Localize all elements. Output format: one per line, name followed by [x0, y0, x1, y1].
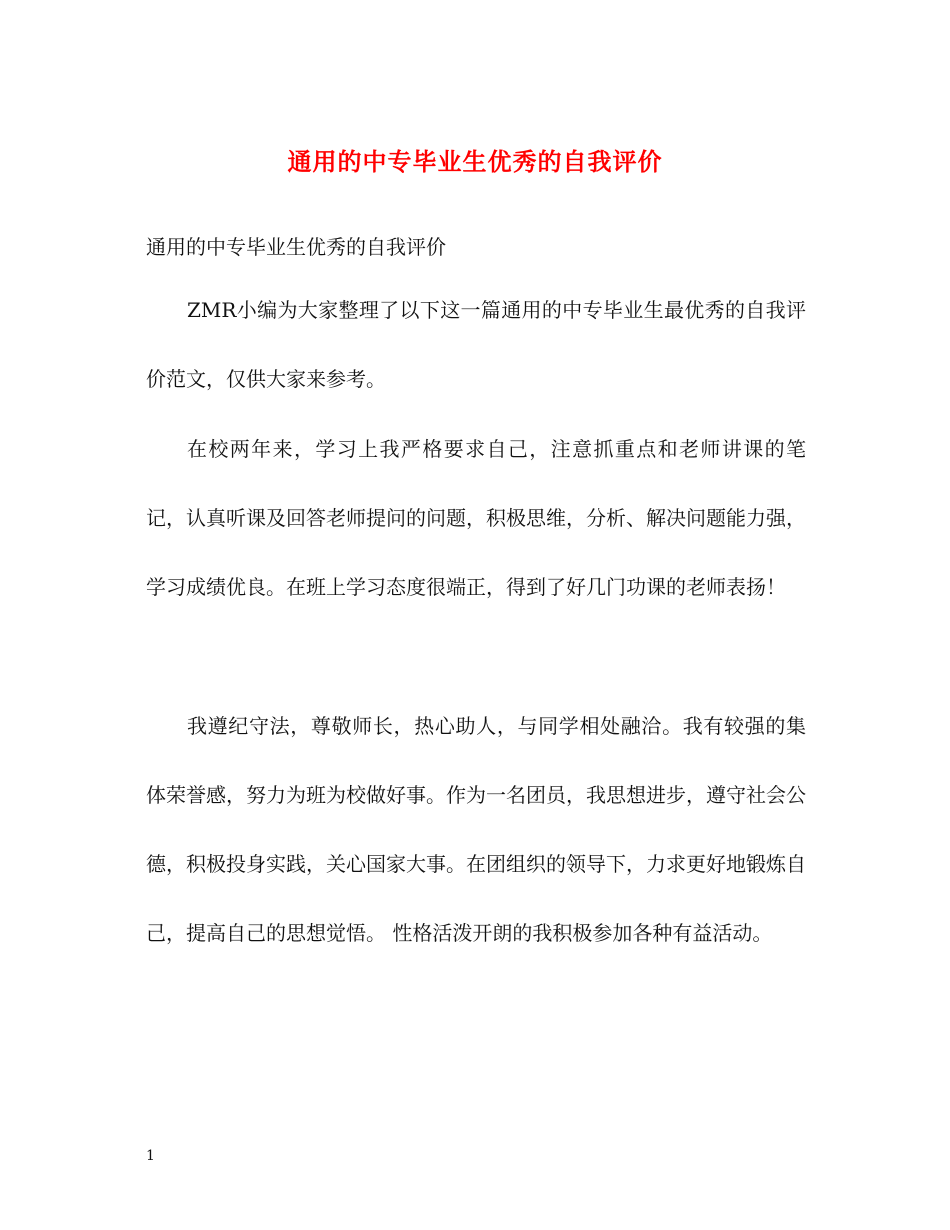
paragraph-study: 在校两年来，学习上我严格要求自己，注意抓重点和老师讲课的笔记，认真听课及回答老师提问的问题，积极思维，分析、解决问题能力强，学习成绩优良。在班上学习态度很端正，得到了好几门功课的老师表扬！ [146, 437, 806, 599]
document-subtitle: 通用的中专毕业生优秀的自我评价 [146, 235, 446, 259]
paragraph-conduct: 我遵纪守法，尊敬师长，热心助人，与同学相处融洽。我有较强的集体荣誉感，努力为班为校做好事。作为一名团员，我思想进步，遵守社会公德，积极投身实践，关心国家大事。在团组织的领导下，力求更好地锻炼自己，提高自己的思想觉悟。 性格活泼开朗的我积极参加各种有益活动。 [146, 714, 806, 945]
page-number: 1 [146, 1148, 155, 1164]
document-title: 通用的中专毕业生优秀的自我评价 [287, 147, 663, 176]
paragraph-intro: ZMR小编为大家整理了以下这一篇通用的中专毕业生最优秀的自我评价范文，仅供大家来参考。 [146, 298, 806, 391]
